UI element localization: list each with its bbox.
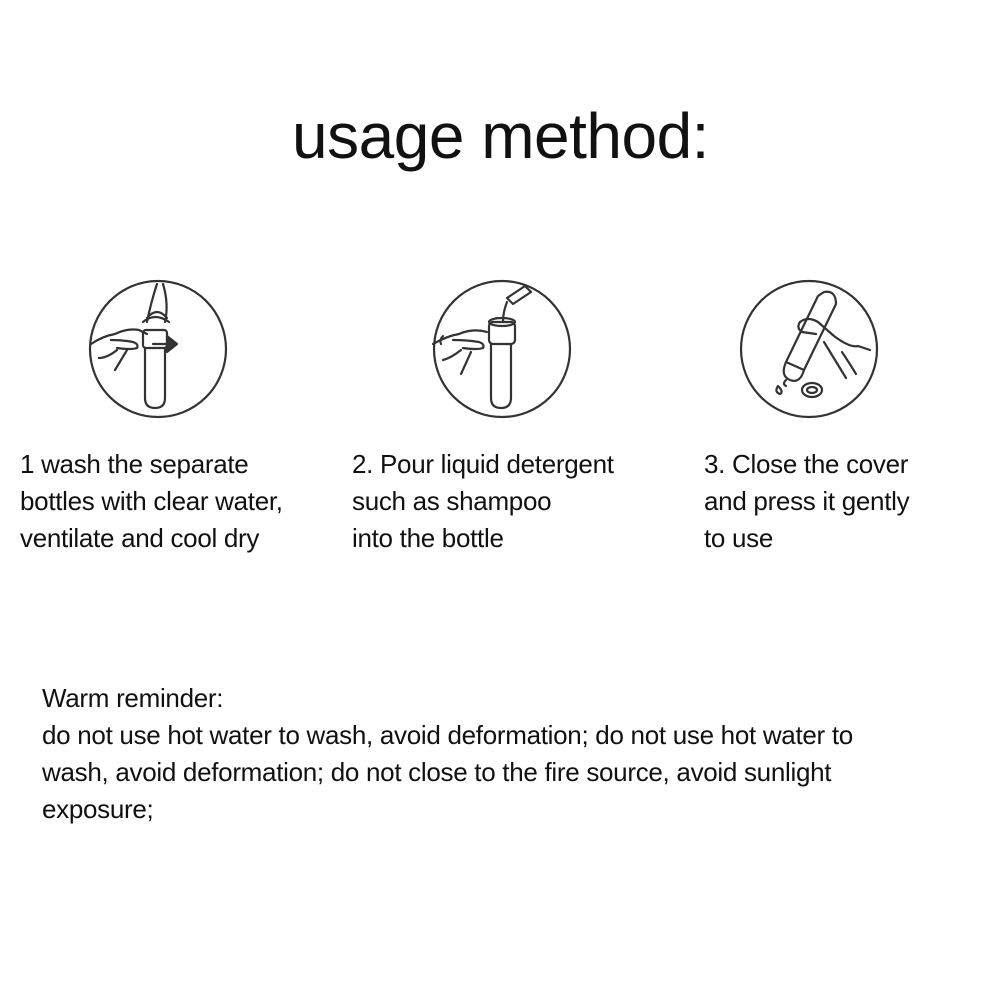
step-2-text: [352, 446, 614, 557]
step-3-line: 3. Close the cover: [704, 449, 909, 479]
reminder-line: wash, avoid deformation; do not close to the fire source, avoid sunlight: [42, 757, 832, 787]
reminder-line: exposure;: [42, 794, 154, 824]
step-3-line: to use: [704, 523, 774, 553]
reminder-line: do not use hot water to wash, avoid deformation; do not use hot water to: [42, 720, 853, 750]
wash-bottle-illustration: [87, 278, 229, 420]
step-1-text: [20, 446, 283, 557]
step-2-line: 2. Pour liquid detergent: [352, 449, 614, 479]
warm-reminder: [42, 680, 962, 828]
step-3-text: [704, 446, 909, 557]
step-3-line: and press it gently: [704, 486, 910, 516]
step-1-line: bottles with clear water,: [20, 486, 283, 516]
step-1-line: 1 wash the separate: [20, 449, 249, 479]
step-2-line: into the bottle: [352, 523, 504, 553]
step-1-line: ventilate and cool dry: [20, 523, 260, 553]
step-2-line: such as shampoo: [352, 486, 552, 516]
close-cover-illustration: [738, 278, 880, 420]
reminder-heading: Warm reminder:: [42, 683, 224, 713]
pour-detergent-illustration: [431, 278, 573, 420]
page-title: usage method:: [292, 100, 709, 172]
